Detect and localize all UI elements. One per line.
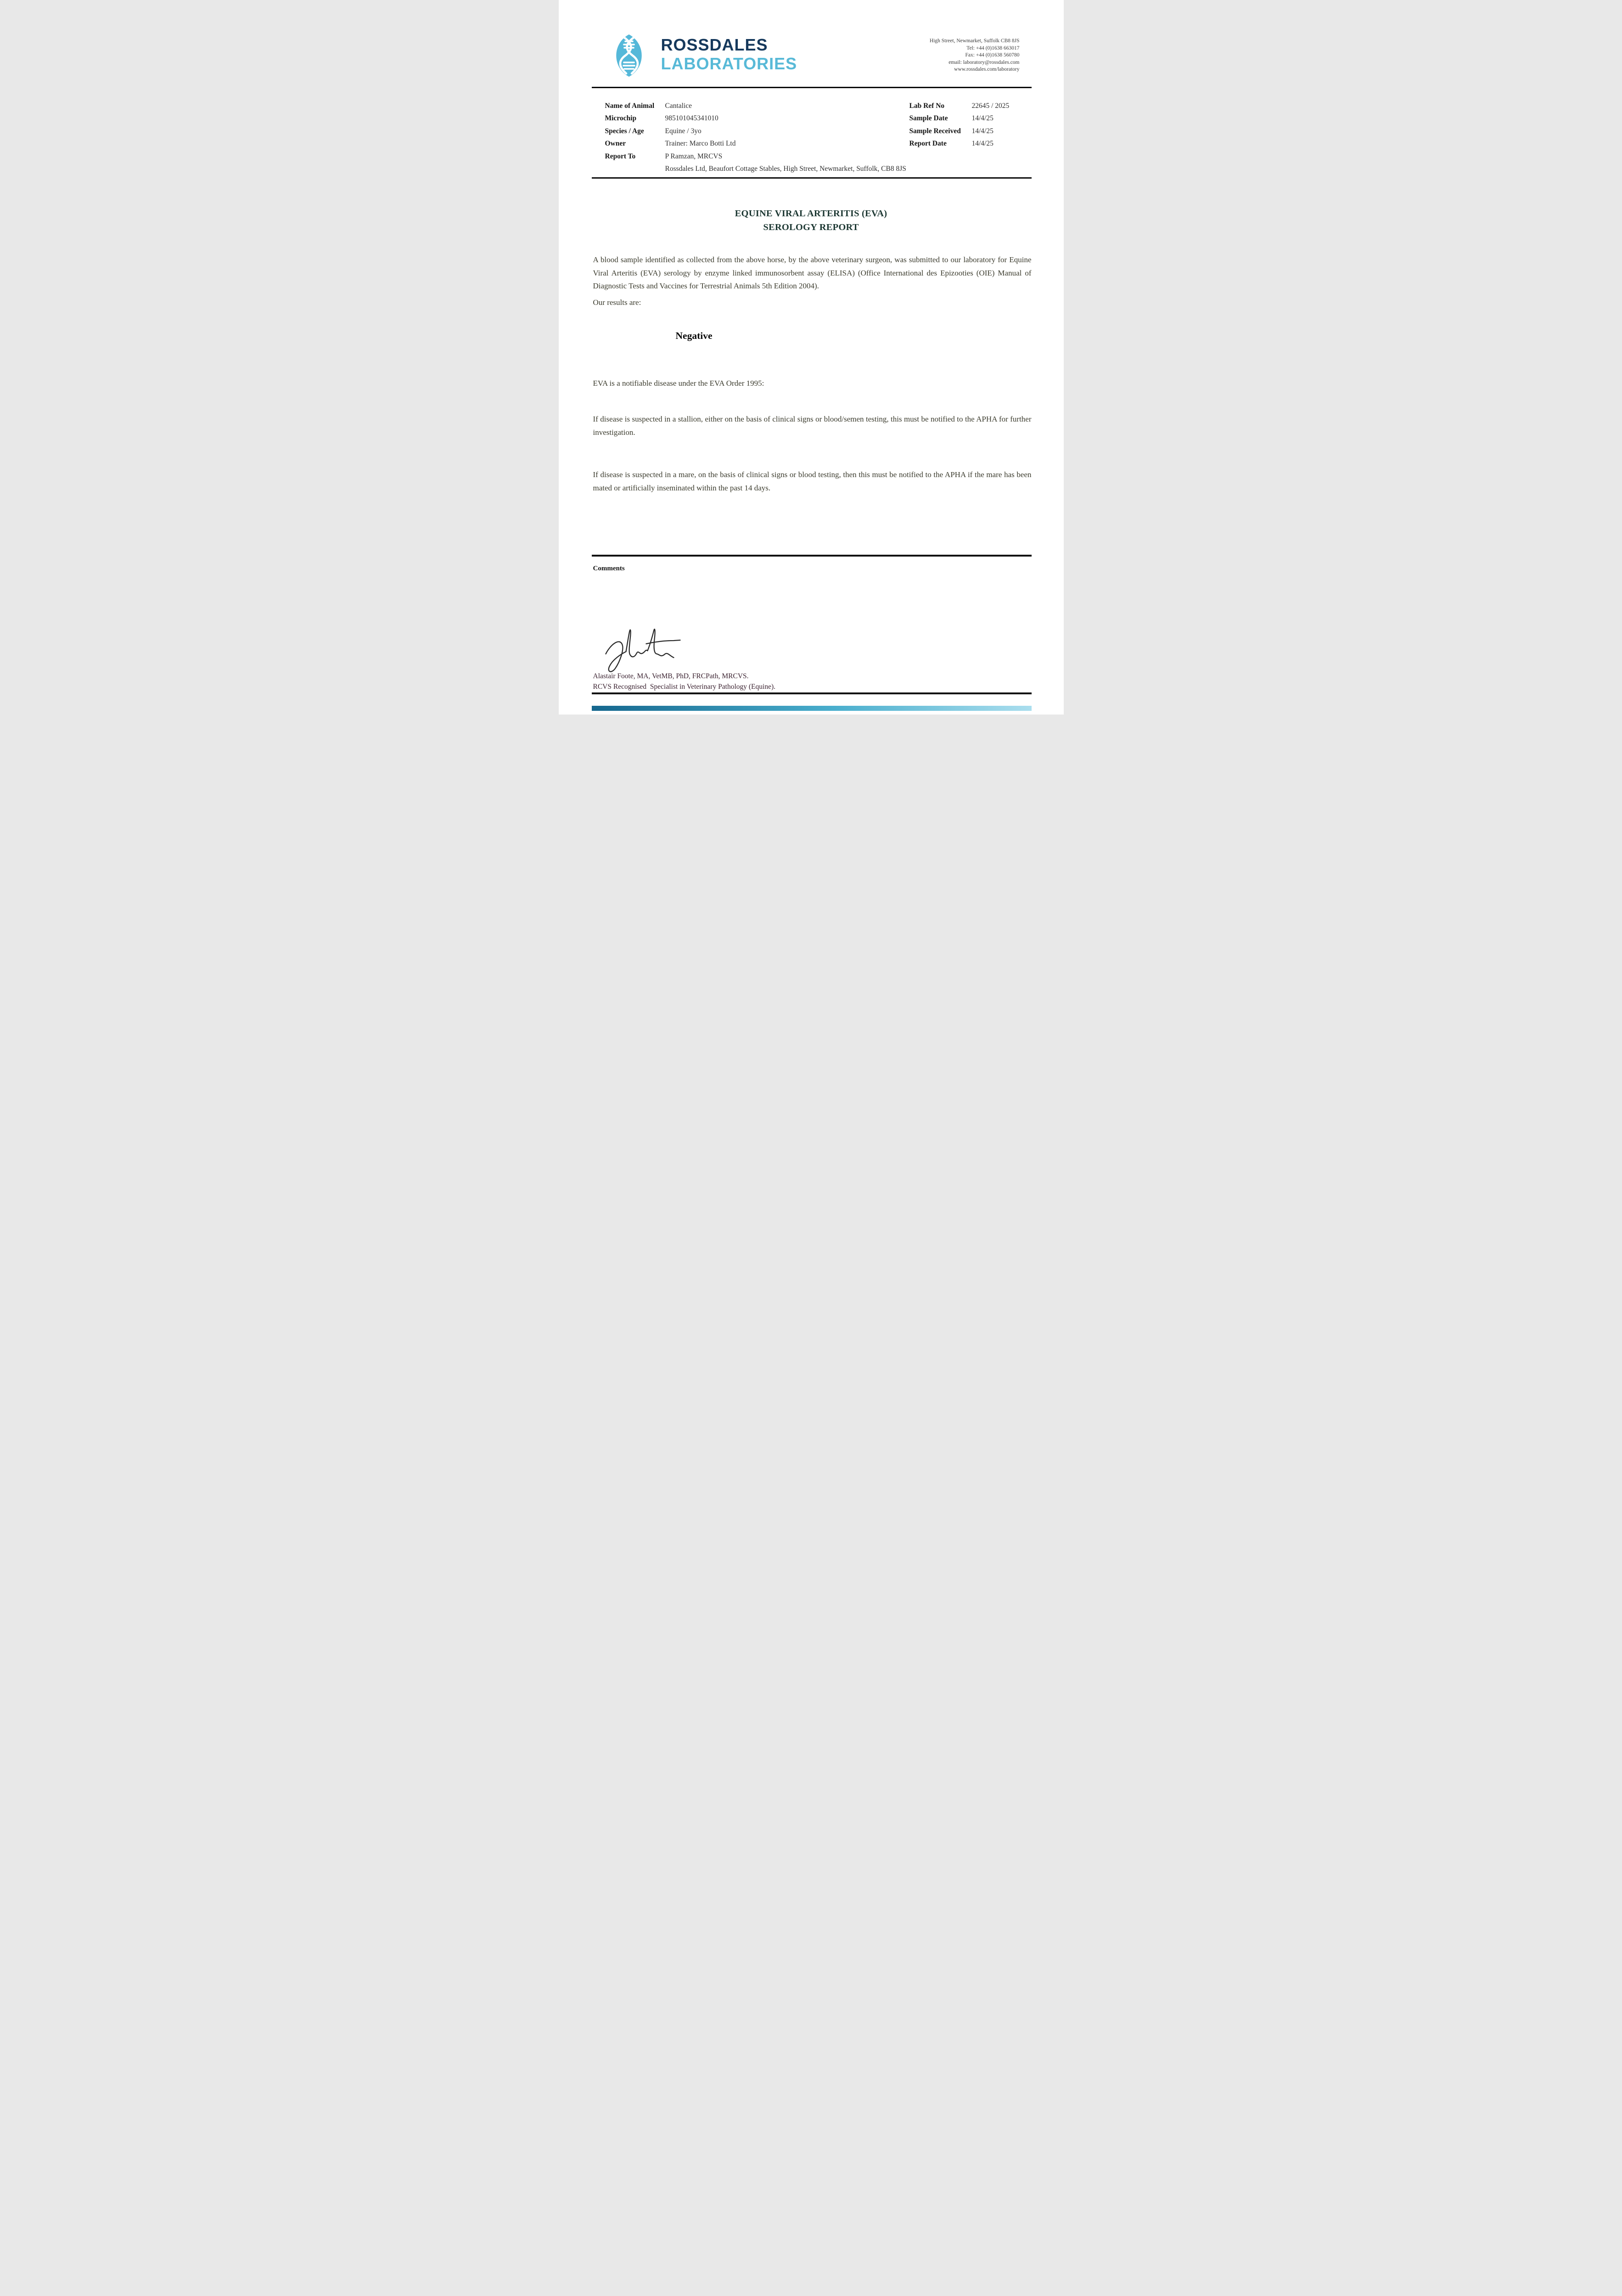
details-rule bbox=[592, 177, 1032, 179]
report-title-line1: EQUINE VIRAL ARTERITIS (EVA) bbox=[735, 208, 887, 219]
logo-line1: ROSSDALES bbox=[661, 35, 768, 54]
label-microchip: Microchip bbox=[605, 114, 637, 122]
contact-tel: Tel: +44 (0)1638 663017 bbox=[966, 45, 1020, 51]
comments-rule bbox=[592, 555, 1032, 557]
stallion-paragraph: If disease is suspected in a stallion, either on the basis of clinical signs or blood/semen testing, this must be notified to the APHA for further investigation. bbox=[593, 415, 1032, 437]
report-title-line2: SEROLOGY REPORT bbox=[763, 222, 859, 232]
value-report-date: 14/4/25 bbox=[971, 140, 993, 147]
intro-paragraph: A blood sample identified as collected from the above horse, by the above veterinary surgeon, was submitted to our laboratory for Equine Viral Arteritis (EVA) serology by enzyme linked immunosorbent assay (ELISA) (Office International des Epizooties (OIE) Manual of Diagnostic Tests and Vaccines for Terrestrial Animals 5th Edition 2004). bbox=[593, 255, 1032, 290]
dna-helix-icon bbox=[612, 34, 646, 77]
value-report-to: P Ramzan, MRCVS bbox=[665, 152, 723, 160]
label-report-date: Report Date bbox=[909, 140, 947, 147]
footer-rule bbox=[592, 692, 1032, 694]
serology-report-page bbox=[559, 0, 1064, 715]
contact-email: email: laboratory@rossdales.com bbox=[949, 59, 1020, 65]
logo-wordmark bbox=[661, 37, 797, 72]
signature-scrawl bbox=[601, 625, 718, 678]
logo-line2: LABORATORIES bbox=[661, 54, 797, 73]
label-name-of-animal: Name of Animal bbox=[605, 102, 655, 110]
signatory-qualification: RCVS Recognised Specialist in Veterinary Pathology (Equine). bbox=[593, 683, 775, 691]
label-lab-ref-no: Lab Ref No bbox=[909, 102, 945, 110]
value-sample-received: 14/4/25 bbox=[971, 127, 993, 135]
value-owner: Trainer: Marco Botti Ltd bbox=[665, 140, 736, 147]
label-sample-date: Sample Date bbox=[909, 114, 948, 122]
contact-fax: Fax: +44 (0)1638 560780 bbox=[965, 52, 1020, 58]
value-microchip: 985101045341010 bbox=[665, 114, 718, 122]
contact-web: www.rossdales.com/laboratory bbox=[954, 67, 1020, 72]
label-owner: Owner bbox=[605, 140, 626, 147]
signatory-name: Alastair Foote, MA, VetMB, PhD, FRCPath, MRCVS. bbox=[593, 672, 749, 680]
mare-paragraph: If disease is suspected in a mare, on the basis of clinical signs or blood testing, then this must be notified to the APHA if the mare has been mated or artificially inseminated within the past 14 days. bbox=[593, 470, 1032, 492]
results-intro: Our results are: bbox=[593, 298, 641, 307]
notifiable-line: EVA is a notifiable disease under the EVA Order 1995: bbox=[593, 379, 764, 388]
report-title bbox=[559, 207, 1064, 234]
footer-gradient-bar bbox=[592, 706, 1032, 711]
label-species-age: Species / Age bbox=[605, 127, 644, 135]
contact-address: High Street, Newmarket, Suffolk CB8 8JS bbox=[929, 38, 1020, 44]
value-name-of-animal: Cantalice bbox=[665, 102, 692, 110]
value-report-to-address: Rossdales Ltd, Beaufort Cottage Stables, High Street, Newmarket, Suffolk, CB8 8JS bbox=[665, 165, 906, 173]
rossdales-logo bbox=[593, 34, 814, 78]
value-lab-ref-no: 22645 / 2025 bbox=[971, 102, 1010, 110]
value-species-age: Equine / 3yo bbox=[665, 127, 702, 135]
label-sample-received: Sample Received bbox=[909, 127, 961, 135]
label-report-to: Report To bbox=[605, 152, 636, 160]
header-rule bbox=[592, 87, 1032, 88]
result-value: Negative bbox=[675, 330, 713, 341]
comments-heading: Comments bbox=[593, 565, 625, 572]
lab-contact-block bbox=[930, 38, 1020, 73]
value-sample-date: 14/4/25 bbox=[971, 114, 993, 122]
